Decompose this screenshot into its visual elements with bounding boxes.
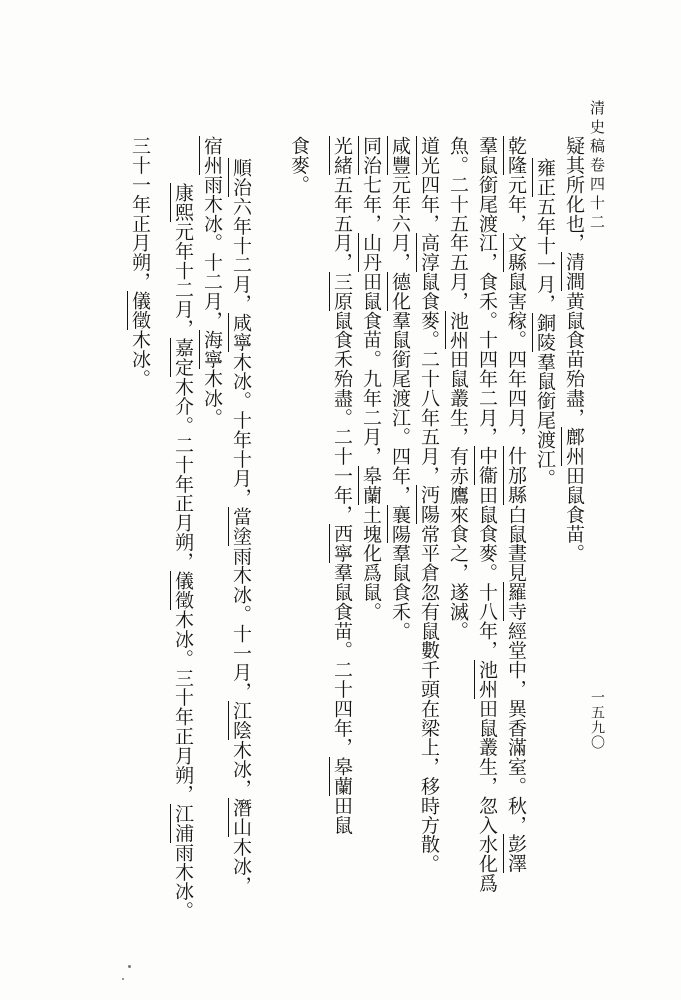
proper-name-mark: 儀徵 bbox=[129, 291, 151, 331]
text-segment: 田鼠叢生，忽入水化爲 bbox=[476, 698, 498, 893]
text-segment: 田鼠叢生，有赤鷹來食之，遂滅。 bbox=[447, 349, 469, 641]
proper-name-mark: 宿州 bbox=[201, 136, 223, 175]
running-header-book-title: 清史稿卷四十二 bbox=[588, 100, 606, 233]
scan-speck bbox=[122, 978, 124, 980]
text-segment: 黄鼠食苗殆盡， bbox=[563, 291, 585, 428]
text-segment: 羣鼠食禾。 bbox=[389, 543, 411, 641]
proper-name-mark: 順治 bbox=[230, 158, 252, 197]
text-segment: 雨木冰。 bbox=[172, 842, 194, 921]
proper-name-mark: 文縣 bbox=[505, 233, 527, 272]
proper-name-mark: 同治 bbox=[360, 136, 382, 175]
proper-name-mark: 海寧 bbox=[201, 330, 223, 369]
text-segment: 魚。二十五年五月， bbox=[447, 136, 469, 311]
text-segment: 雨木冰。十一月， bbox=[230, 546, 252, 702]
text-segment: 田鼠食苗。九年二月， bbox=[360, 271, 382, 466]
text-segment: 鼠食麥。二十八年五月， bbox=[418, 271, 440, 486]
proper-name-mark: 當塗 bbox=[230, 507, 252, 547]
proper-name-mark: 羅寺 bbox=[505, 582, 527, 622]
text-segment: 疑其所化也， bbox=[563, 136, 585, 253]
text-column bbox=[473, 136, 501, 893]
page-number: 一五九〇 bbox=[589, 690, 605, 750]
text-column bbox=[357, 136, 385, 621]
proper-name-mark: 儀徵 bbox=[172, 571, 194, 610]
text-segment: 四年， bbox=[418, 174, 440, 234]
text-segment: 鼠害稼。四年四月， bbox=[505, 271, 527, 447]
text-segment: 白鼠晝見 bbox=[505, 504, 527, 583]
proper-name-mark: 德化 bbox=[389, 271, 411, 311]
text-segment: 田鼠食麥。十八年， bbox=[476, 485, 498, 660]
proper-name-mark: 清澗 bbox=[563, 252, 585, 292]
proper-name-mark: 雍正 bbox=[534, 158, 556, 197]
proper-name-mark: 池州 bbox=[447, 310, 469, 350]
proper-name-mark: 鄜州 bbox=[563, 427, 585, 466]
proper-name-mark: 嘉定 bbox=[172, 338, 194, 378]
text-column bbox=[502, 136, 530, 873]
proper-name-mark: 彭澤 bbox=[505, 834, 527, 874]
text-segment: 羣鼠銜尾渡江。四年， bbox=[389, 310, 411, 505]
text-segment: 五年五月， bbox=[331, 174, 353, 272]
proper-name-mark: 潛山 bbox=[230, 798, 252, 838]
text-column bbox=[285, 136, 313, 194]
proper-name-mark: 襄陽 bbox=[389, 504, 411, 544]
text-segment: 田鼠 bbox=[331, 795, 353, 835]
text-segment: 木冰， bbox=[230, 740, 252, 799]
proper-name-mark: 咸寧 bbox=[230, 313, 252, 353]
proper-name-mark: 皋蘭 bbox=[331, 756, 353, 796]
proper-name-mark: 皋蘭 bbox=[360, 465, 382, 505]
proper-name-mark: 銅陵 bbox=[534, 313, 556, 353]
text-segment: 三十一年正月朔， bbox=[129, 136, 151, 292]
proper-name-mark: 高淳 bbox=[418, 233, 440, 272]
text-column bbox=[386, 136, 414, 640]
proper-name-mark: 康熙 bbox=[172, 183, 194, 222]
proper-name-mark: 池州 bbox=[476, 659, 498, 699]
text-column bbox=[126, 136, 154, 388]
proper-name-mark: 乾隆 bbox=[505, 136, 527, 175]
proper-name-mark: 江陰 bbox=[230, 701, 252, 741]
text-segment: 食麥。 bbox=[288, 136, 310, 195]
text-segment: 元年六月， bbox=[389, 174, 411, 272]
text-segment: 七年， bbox=[360, 174, 382, 234]
text-segment: 經堂中，異香滿室。秋， bbox=[505, 621, 527, 835]
text-segment: 羣鼠銜尾渡江，食禾。十四年二月， bbox=[476, 136, 498, 447]
proper-name-mark: 什邡縣 bbox=[505, 446, 527, 505]
proper-name-mark: 中衞 bbox=[476, 446, 498, 486]
text-segment: 田鼠食苗。 bbox=[563, 465, 585, 563]
text-segment: 元年十二月， bbox=[172, 221, 194, 339]
text-segment: 羣鼠銜尾渡江。 bbox=[534, 352, 556, 488]
text-column bbox=[560, 136, 588, 563]
text-segment: 木冰。 bbox=[129, 330, 151, 389]
proper-name-mark: 三原 bbox=[331, 271, 353, 311]
proper-name-mark: 山丹 bbox=[360, 233, 382, 272]
proper-name-mark: 咸豐 bbox=[389, 136, 411, 175]
text-segment: 木冰， bbox=[230, 837, 252, 896]
text-column bbox=[169, 183, 197, 920]
proper-name-mark: 光緒 bbox=[331, 136, 353, 175]
proper-name-mark: 江浦 bbox=[172, 803, 194, 843]
text-segment: 土塊化爲鼠。 bbox=[360, 504, 382, 622]
scan-speck bbox=[128, 965, 131, 968]
proper-name-mark: 西寧 bbox=[331, 524, 353, 563]
text-segment: 元年， bbox=[505, 174, 527, 234]
text-segment: 羣鼠食苗。二十四年， bbox=[331, 562, 353, 757]
text-column bbox=[531, 158, 559, 488]
proper-name-mark: 道光 bbox=[418, 136, 440, 175]
text-column bbox=[198, 136, 226, 427]
text-segment: 木冰。十年十月， bbox=[230, 352, 252, 508]
text-column bbox=[444, 136, 472, 640]
text-column bbox=[328, 136, 356, 834]
text-column bbox=[415, 136, 443, 873]
text-segment: 木冰。 bbox=[201, 368, 223, 428]
text-segment: 鼠食禾殆盡。二十一年， bbox=[331, 310, 353, 525]
proper-name-mark: 沔陽 bbox=[418, 485, 440, 525]
text-segment: 六年十二月， bbox=[230, 196, 252, 314]
text-column bbox=[227, 158, 255, 895]
text-segment: 五年十一月， bbox=[534, 196, 556, 314]
text-segment: 雨木冰。十二月， bbox=[201, 174, 223, 331]
text-segment: 木冰。三十年正月朔， bbox=[172, 609, 194, 804]
text-segment: 常平倉忽有鼠數千頭在梁上，移時方散。 bbox=[418, 524, 440, 874]
text-segment: 木介。二十年正月朔， bbox=[172, 377, 194, 572]
